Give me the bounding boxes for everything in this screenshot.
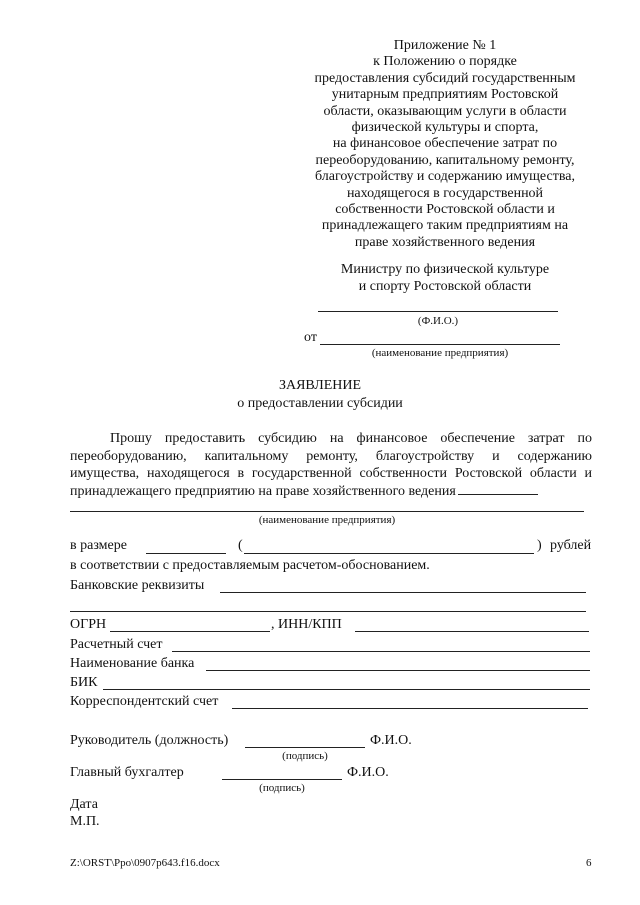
enterprise-inline-field[interactable] xyxy=(458,494,538,495)
appendix-line: на финансовое обеспечение затрат по xyxy=(332,136,558,152)
footer-page-number: 6 xyxy=(586,857,592,869)
bank-name-field[interactable] xyxy=(206,670,590,671)
amount-words-close-paren: ) xyxy=(537,538,542,553)
document-subtitle: о предоставлении субсидии xyxy=(237,396,403,411)
head-fio: Ф.И.О. xyxy=(370,733,412,748)
corr-account-label: Корреспондентский счет xyxy=(70,694,219,709)
bik-field[interactable] xyxy=(103,689,590,690)
date-label: Дата xyxy=(70,797,98,812)
accountant-fio: Ф.И.О. xyxy=(347,765,389,780)
footer-file-path: Z:\ORST\Ppo\0907p643.f16.docx xyxy=(70,857,220,869)
currency-label: рублей xyxy=(550,538,592,553)
appendix-line: предоставления субсидий государственным xyxy=(314,70,576,86)
from-field-line[interactable] xyxy=(320,344,560,345)
appendix-line: собственности Ростовской области и xyxy=(335,202,555,218)
enterprise-caption: (наименование предприятия) xyxy=(258,514,396,526)
appendix-line: принадлежащего таким предприятиям на xyxy=(321,218,569,234)
bank-details-field-2[interactable] xyxy=(70,611,586,612)
head-sign-caption: (подпись) xyxy=(282,750,328,762)
accountant-label: Главный бухгалтер xyxy=(70,765,184,780)
appendix-line: унитарным предприятиям Ростовской xyxy=(331,87,559,103)
appendix-line: праве хозяйственного ведения xyxy=(354,234,536,250)
bik-label: БИК xyxy=(70,675,98,690)
bank-details-field[interactable] xyxy=(220,592,586,593)
bank-details-label: Банковские реквизиты xyxy=(70,578,205,593)
head-label: Руководитель (должность) xyxy=(70,733,229,748)
appendix-line: находящегося в государственной xyxy=(346,185,544,201)
inn-kpp-field[interactable] xyxy=(355,631,589,632)
accordance-text: в соответствии с предоставляемым расчетом-обоснованием. xyxy=(70,558,430,573)
from-label: от xyxy=(304,330,317,345)
accountant-signature-field[interactable] xyxy=(222,779,342,780)
addressee-line1: Министру по физической культуре xyxy=(340,262,550,277)
request-text: Прошу предоставить субсидию на финансовое обеспечение затрат по переоборудованию, капитальному ремонту, благоустройству и содержанию имущества, находящегося в государственной собственности Ростовской области и принадлежащего предприятию на праве хозяйственного ведения xyxy=(70,431,592,499)
ogrn-label: ОГРН xyxy=(70,617,107,632)
fio-field-line[interactable] xyxy=(318,311,558,312)
account-label: Расчетный счет xyxy=(70,637,163,652)
addressee-line2: и спорту Ростовской области xyxy=(358,279,532,294)
amount-label: в размере xyxy=(70,538,127,553)
stamp-label: М.П. xyxy=(70,814,100,829)
account-field[interactable] xyxy=(172,651,590,652)
bank-name-label: Наименование банка xyxy=(70,656,195,671)
appendix-line: физической культуры и спорта, xyxy=(351,120,539,136)
fio-caption: (Ф.И.О.) xyxy=(417,315,459,327)
enterprise-caption-header: (наименование предприятия) xyxy=(371,347,509,359)
corr-account-field[interactable] xyxy=(232,708,588,709)
appendix-line: Приложение № 1 xyxy=(393,38,497,53)
appendix-line: переоборудованию, капитальному ремонту, xyxy=(315,152,575,168)
accountant-sign-caption: (подпись) xyxy=(259,782,305,794)
appendix-line: области, оказывающим услуги в области xyxy=(323,103,567,119)
amount-words-field[interactable] xyxy=(244,553,534,554)
appendix-block xyxy=(300,38,590,251)
document-title: ЗАЯВЛЕНИЕ xyxy=(278,378,362,393)
ogrn-field[interactable] xyxy=(110,631,270,632)
appendix-line: к Положению о порядке xyxy=(373,54,517,70)
request-paragraph xyxy=(70,430,592,500)
amount-words-open-paren: ( xyxy=(238,538,243,553)
inn-kpp-label: , ИНН/КПП xyxy=(271,617,342,632)
head-signature-field[interactable] xyxy=(245,747,365,748)
appendix-line: благоустройству и содержанию имущества, xyxy=(315,169,575,185)
enterprise-field-line[interactable] xyxy=(70,511,584,512)
amount-field[interactable] xyxy=(146,553,226,554)
